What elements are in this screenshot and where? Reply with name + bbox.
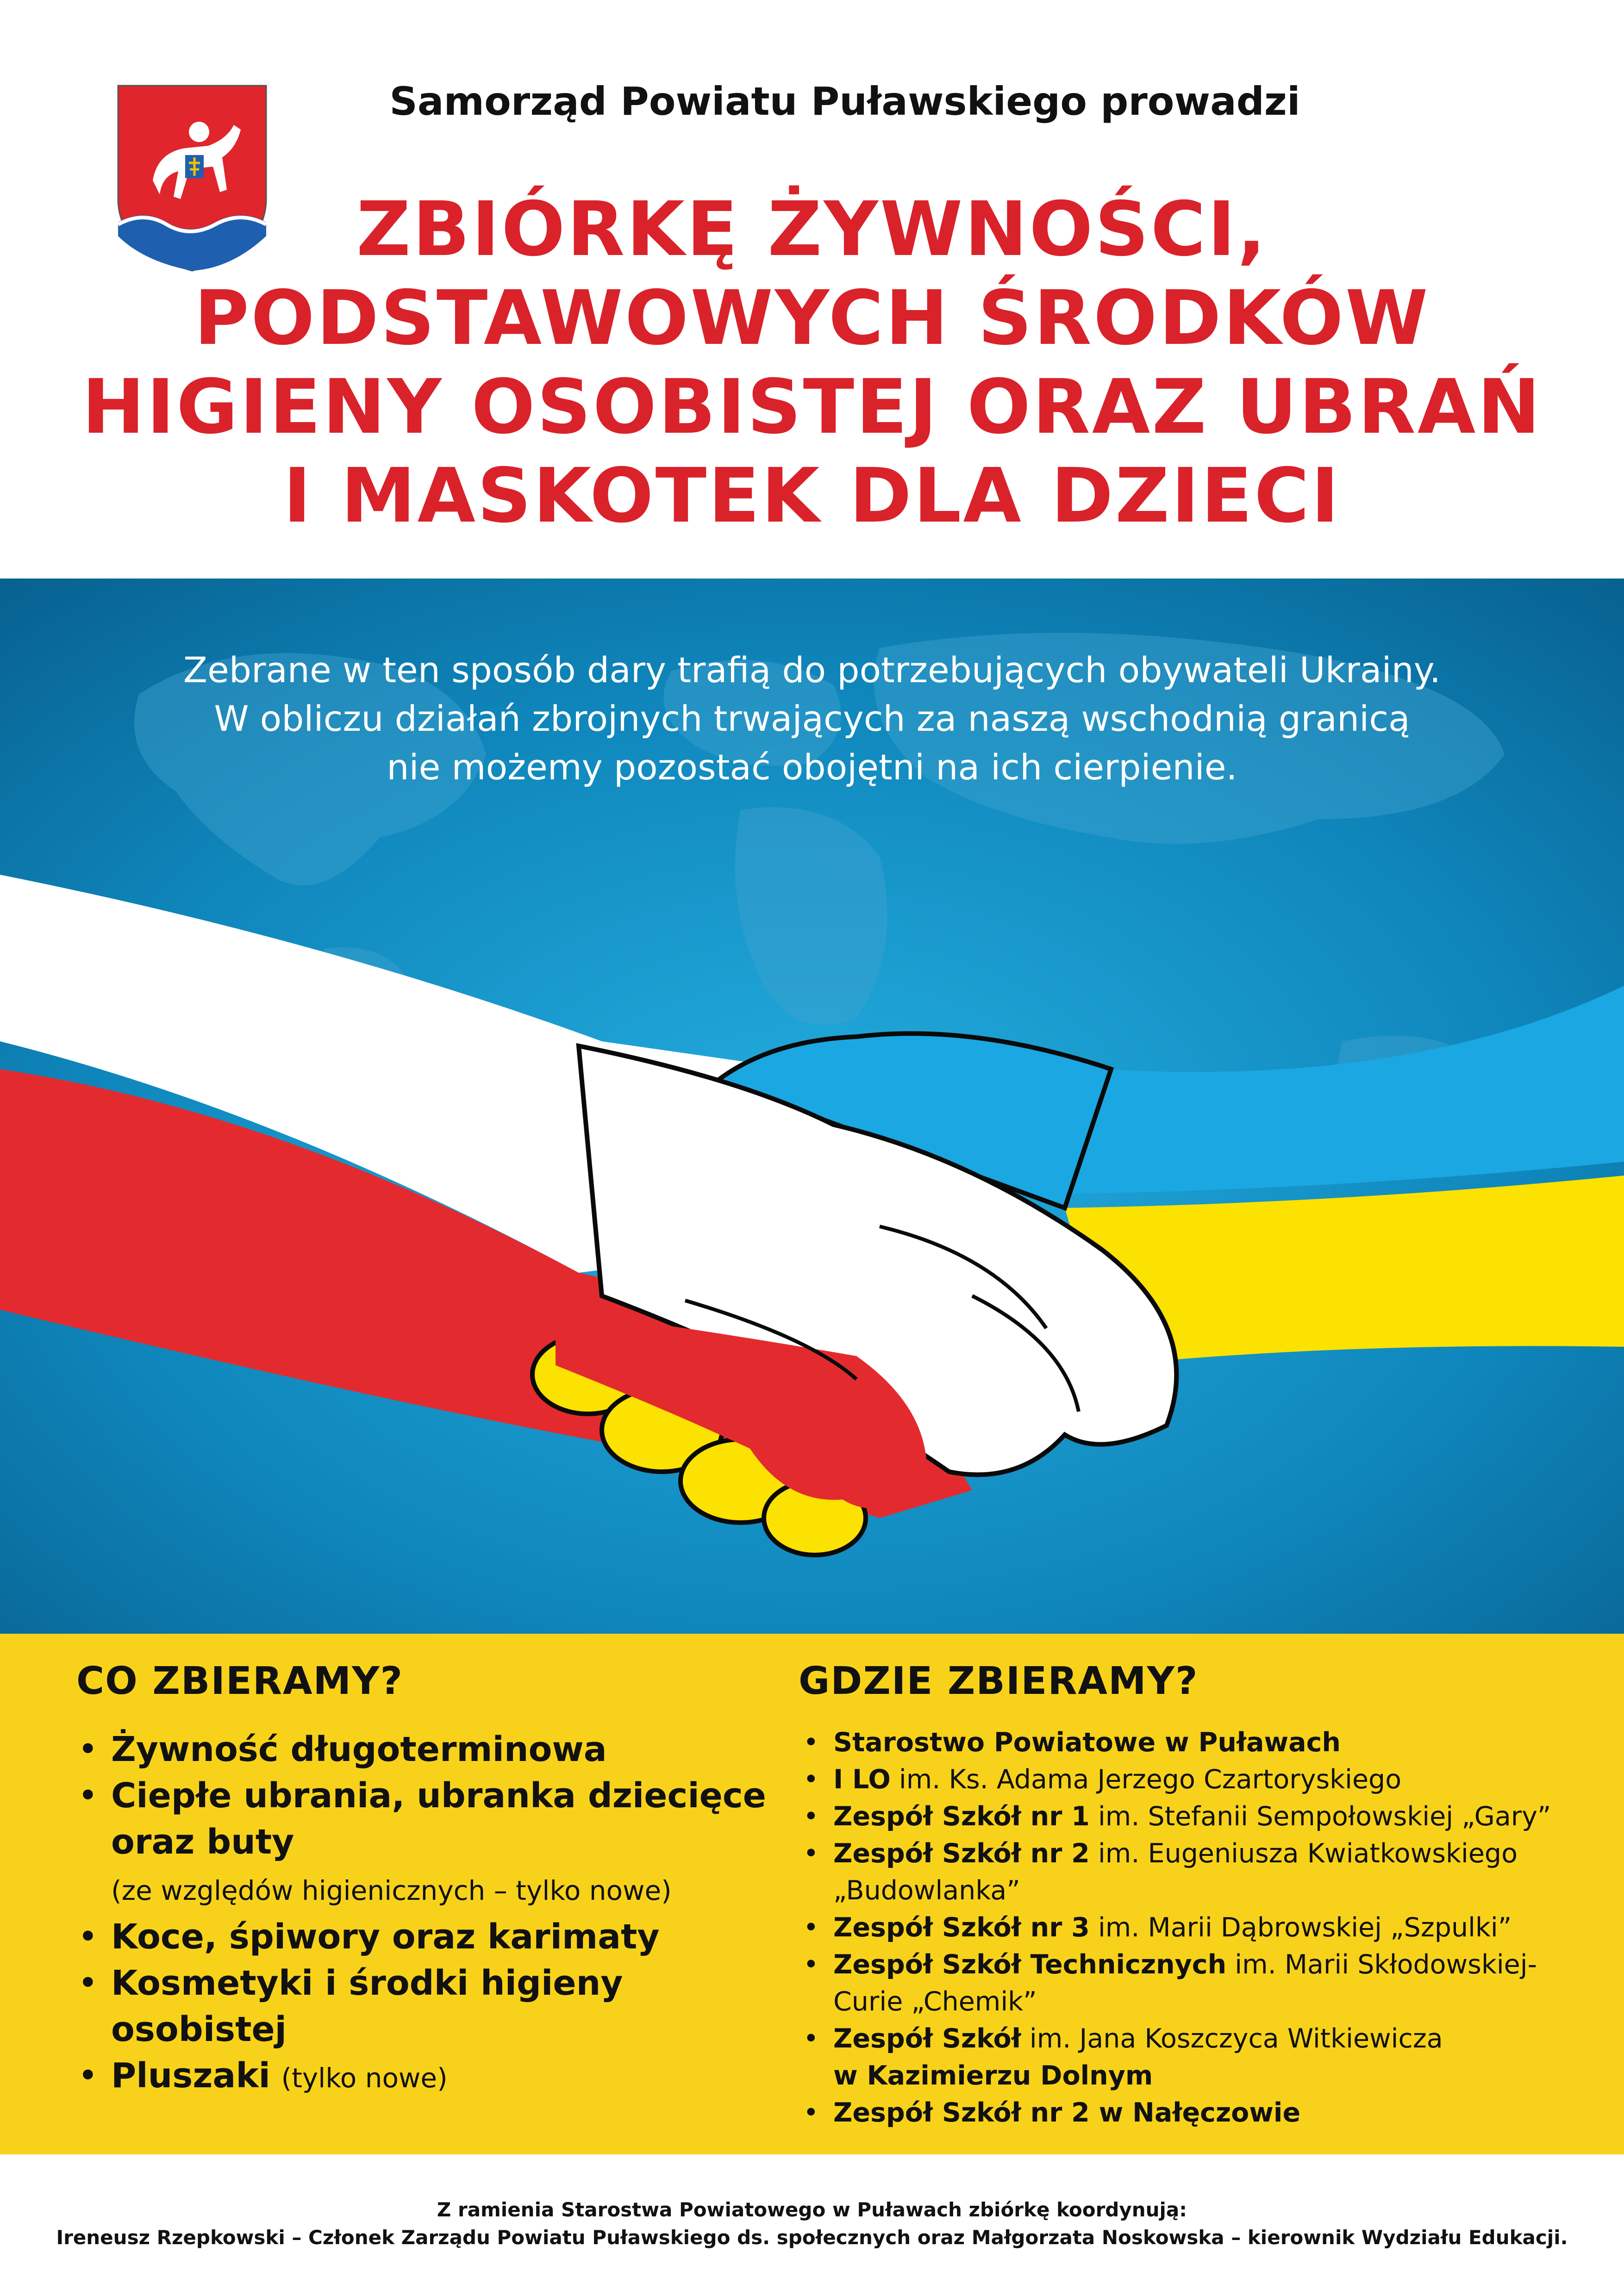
location-name: Zespół Szkół nr 3 [833,1912,1090,1943]
where-we-collect-list [801,1724,1565,2131]
organizer-subtitle: Samorząd Powiatu Puławskiego prowadzi [389,79,1300,124]
location-detail: im. Eugeniusza Kwiatkowskiego „Budowlanka” [833,1838,1518,1906]
location-detail: im. Stefanii Sempołowskiej „Gary” [1089,1801,1551,1832]
intro-line: Zebrane w ten sposób dary trafią do potrzebujących obywateli Ukrainy. [183,649,1441,691]
location-name: Zespół Szkół nr 2 w Nałęczowie [833,2097,1301,2128]
location-detail: im. Marii Dąbrowskiej „Szpulki” [1089,1912,1512,1943]
item-note: (ze względów higienicznych – tylko nowe) [111,1875,672,1906]
location-name: Zespół Szkół Technicznych [833,1949,1227,1980]
title-line: PODSTAWOWYCH ŚRODKÓW [194,275,1430,362]
intro-line: W obliczu działań zbrojnych trwających za naszą wschodnią granicą [214,698,1410,739]
intro-line: nie możemy pozostać obojętni na ich cierpienie. [387,747,1237,788]
list-item [74,1773,768,1914]
info-section [0,1634,1624,2154]
what-we-collect-heading: CO ZBIERAMY? [76,1659,404,1703]
item-label: Ciepłe ubrania, ubranka dziecięce oraz buty [111,1776,766,1862]
item-note: (tylko nowe) [281,2062,448,2094]
list-item [801,1761,1565,1798]
title-line: HIGIENY OSOBISTEJ ORAZ UBRAŃ [82,364,1542,451]
list-item [74,2053,768,2101]
location-name: Starostwo Powiatowe w Puławach [833,1727,1341,1758]
intro-text [93,646,1531,791]
list-item [74,1914,768,1960]
list-item [74,1960,768,2053]
title-line: I MASKOTEK DLA DZIECI [283,453,1341,540]
list-item [801,2094,1565,2131]
list-item [801,1909,1565,1946]
footer [0,2154,1624,2296]
item-label: Pluszaki [111,2056,270,2096]
location-detail: im. Ks. Adama Jerzego Czartoryskiego [890,1764,1402,1795]
item-label: Koce, śpiwory oraz karimaty [111,1917,660,1957]
location-detail: im. Marii Skłodowskiej-Curie „Chemik” [833,1949,1537,2017]
list-item [801,1835,1565,1909]
list-item [74,1726,768,1773]
list-item [801,2020,1565,2094]
location-town: w Kazimierzu Dolnym [833,2060,1153,2091]
page-title [69,185,1555,541]
item-label: Kosmetyki i środki higieny osobistej [111,1963,623,2049]
location-detail: im. Jana Koszczyca Witkiewicza [1021,2023,1443,2054]
footer-coordinators-intro: Z ramienia Starostwa Powiatowego w Puławach zbiórkę koordynują: [437,2198,1187,2221]
list-item [801,1798,1565,1835]
list-item [801,1946,1565,2020]
location-name: Zespół Szkół nr 1 [833,1801,1090,1832]
what-we-collect-list [74,1726,768,2101]
location-name: I LO [833,1764,891,1795]
list-item [801,1724,1565,1761]
footer-coordinators: Ireneusz Rzepkowski – Członek Zarządu Powiatu Puławskiego ds. społecznych oraz Małgorzata Noskowska – kierownik Wydziału Edukacji. [56,2226,1568,2249]
where-we-collect-heading: GDZIE ZBIERAMY? [799,1659,1199,1703]
title-line: ZBIÓRKĘ ŻYWNOŚCI, [356,186,1268,273]
item-label: Żywność długoterminowa [111,1730,607,1769]
location-name: Zespół Szkół [833,2023,1021,2054]
location-name: Zespół Szkół nr 2 [833,1838,1090,1869]
header [0,0,1624,579]
